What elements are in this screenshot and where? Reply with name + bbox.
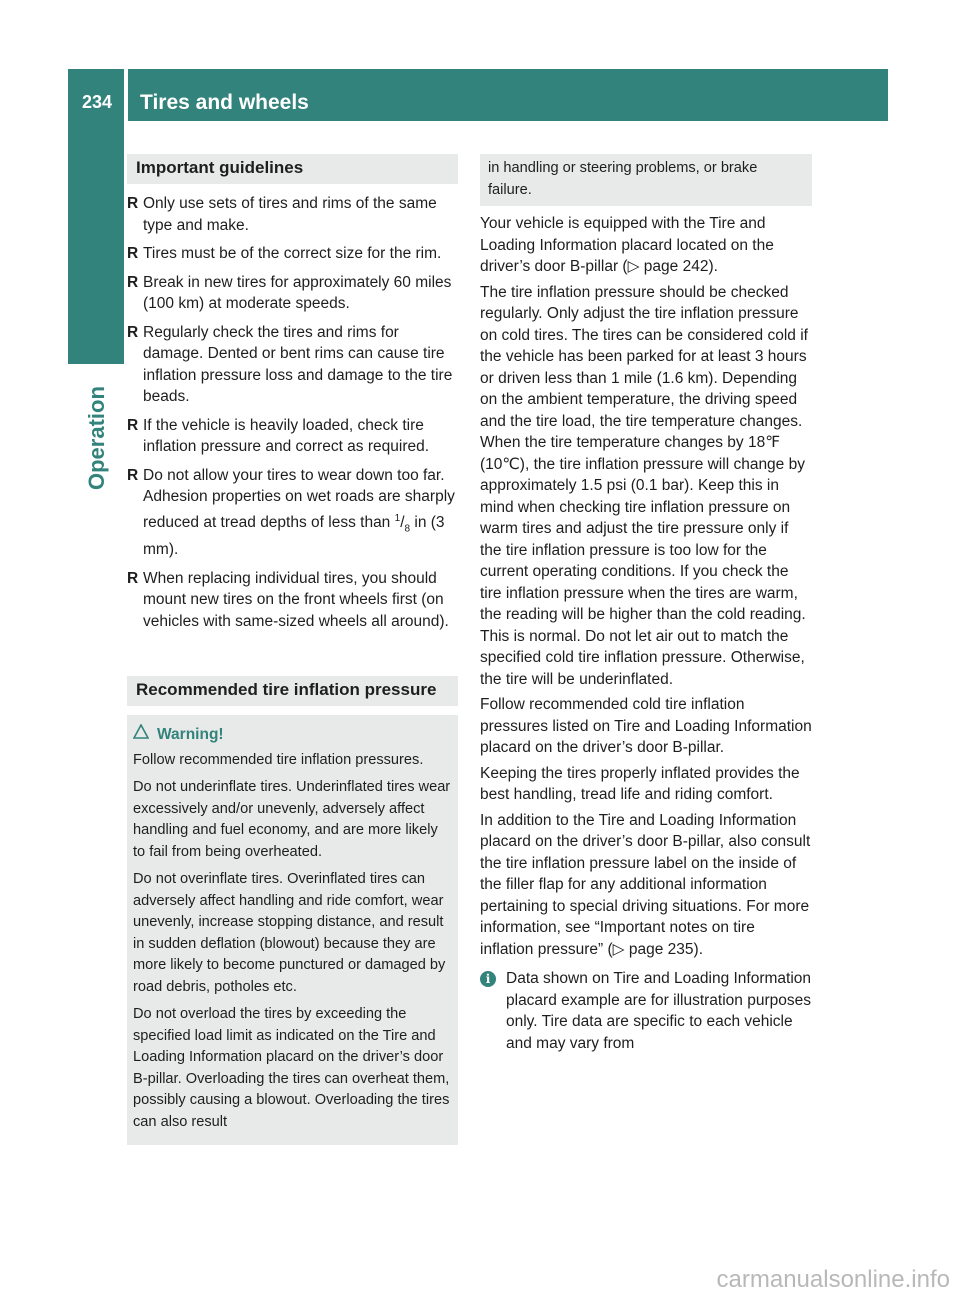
warning-triangle-icon xyxy=(133,724,149,746)
section-heading-recommended-pressure: Recommended tire inflation pressure xyxy=(127,676,458,706)
page-number: 234 xyxy=(82,92,113,112)
info-note-text: Data shown on Tire and Loading Information placard example are for illustration purposes only. Tire data are specific to each vehicle and may vary from xyxy=(506,970,812,1052)
list-item: R When replacing individual tires, you should mount new tires on the front wheels first (on vehicles with same-sized wheels all around). xyxy=(127,569,449,630)
left-column xyxy=(127,154,458,1145)
watermark: carmanualsonline.info xyxy=(716,1266,950,1293)
list-item: R Do not allow your tires to wear down too far. Adhesion properties on wet roads are sharply reduced at tread depths of less than $^1/_8$ in (3 mm). xyxy=(127,466,455,559)
body-paragraph: Your vehicle is equipped with the Tire and Loading Information placard located on the driver’s door B-pillar (▷ page 242). xyxy=(480,215,774,275)
warning-paragraph: Do not underinflate tires. Underinflated tires wear excessively and/or unevenly, adversely affect handling and fuel economy, and are more likely to fail from being overheated. xyxy=(133,779,451,860)
info-note xyxy=(480,968,812,1054)
warning-box xyxy=(127,715,458,1145)
list-item: R Break in new tires for approximately 60 miles (100 km) at moderate speeds. xyxy=(127,273,452,312)
section-side-label: Operation xyxy=(84,386,109,490)
warning-paragraph: Follow recommended tire inflation pressures. xyxy=(133,751,424,768)
guidelines-list xyxy=(127,193,458,632)
warning-continuation: in handling or steering problems, or brake failure. xyxy=(480,154,812,206)
list-item: R Only use sets of tires and rims of the same type and make. xyxy=(127,195,437,234)
warning-title: Warning! xyxy=(133,724,452,746)
body-paragraph: In addition to the Tire and Loading Information placard on the driver’s door B-pillar, also consult the tire inflation pressure label on the inside of the filler flap for any additional information pertaining to special driving situations. For more information, see “Important notes on tire inflation pressure” (▷ page 235). xyxy=(480,811,811,958)
body-paragraph: The tire inflation pressure should be checked regularly. Only adjust the tire inflation pressure on cold tires. The tires can be considered cold if the vehicle has been parked for at least 3 hours or driven less than 1 mile (1.6 km). Depending on the ambient temperature, the driving speed and the tire load, the tire temperature changes. When the tire temperature changes by 18℉ (10℃), the tire inflation pressure will change by approximately 1.5 psi (0.1 bar). Keep this in mind when checking tire inflation pressure on warm tires and adjust the tire pressure only if the tire inflation pressure is too low for the current operating conditions. If you check the tire inflation pressure when the tires are warm, the reading will be higher than the cold reading. This is normal. Do not let air out to match the specified cold tire inflation pressure. Otherwise, the tire will be underinflated. xyxy=(480,283,808,688)
list-item: R If the vehicle is heavily loaded, check tire inflation pressure and correct as required. xyxy=(127,416,430,455)
list-item: R Regularly check the tires and rims for damage. Dented or bent rims can cause tire inflation pressure loss and damage to the tire beads. xyxy=(127,323,453,405)
warning-paragraph: Do not overinflate tires. Overinflated tires can adversely affect handling and ride comfort, wear unevenly, increase stopping distance, and result in sudden deflation (blowout) because they are more likely to become punctured or damaged by road debris, potholes etc. xyxy=(133,871,446,995)
body-paragraph: Keeping the tires properly inflated provides the best handling, tread life and riding comfort. xyxy=(480,764,800,803)
header-divider xyxy=(124,69,128,121)
warning-paragraph: Do not overload the tires by exceeding the specified load limit as indicated on the Tire and Loading Information placard on the driver’s door B-pillar. Overloading the tires can overheat them, possibly causing a blowout. Overloading the tires can also result xyxy=(133,1006,450,1130)
info-icon: i xyxy=(480,971,496,987)
right-column xyxy=(480,154,812,1054)
section-heading-important-guidelines: Important guidelines xyxy=(127,154,458,184)
body-paragraph: Follow recommended cold tire inflation pressures listed on Tire and Loading Information placard on the driver’s door B-pillar. xyxy=(480,696,812,756)
page-title: Tires and wheels xyxy=(140,91,309,114)
header-bar xyxy=(68,69,888,121)
list-item: R Tires must be of the correct size for the rim. xyxy=(127,245,442,262)
side-tab-block xyxy=(68,121,124,364)
